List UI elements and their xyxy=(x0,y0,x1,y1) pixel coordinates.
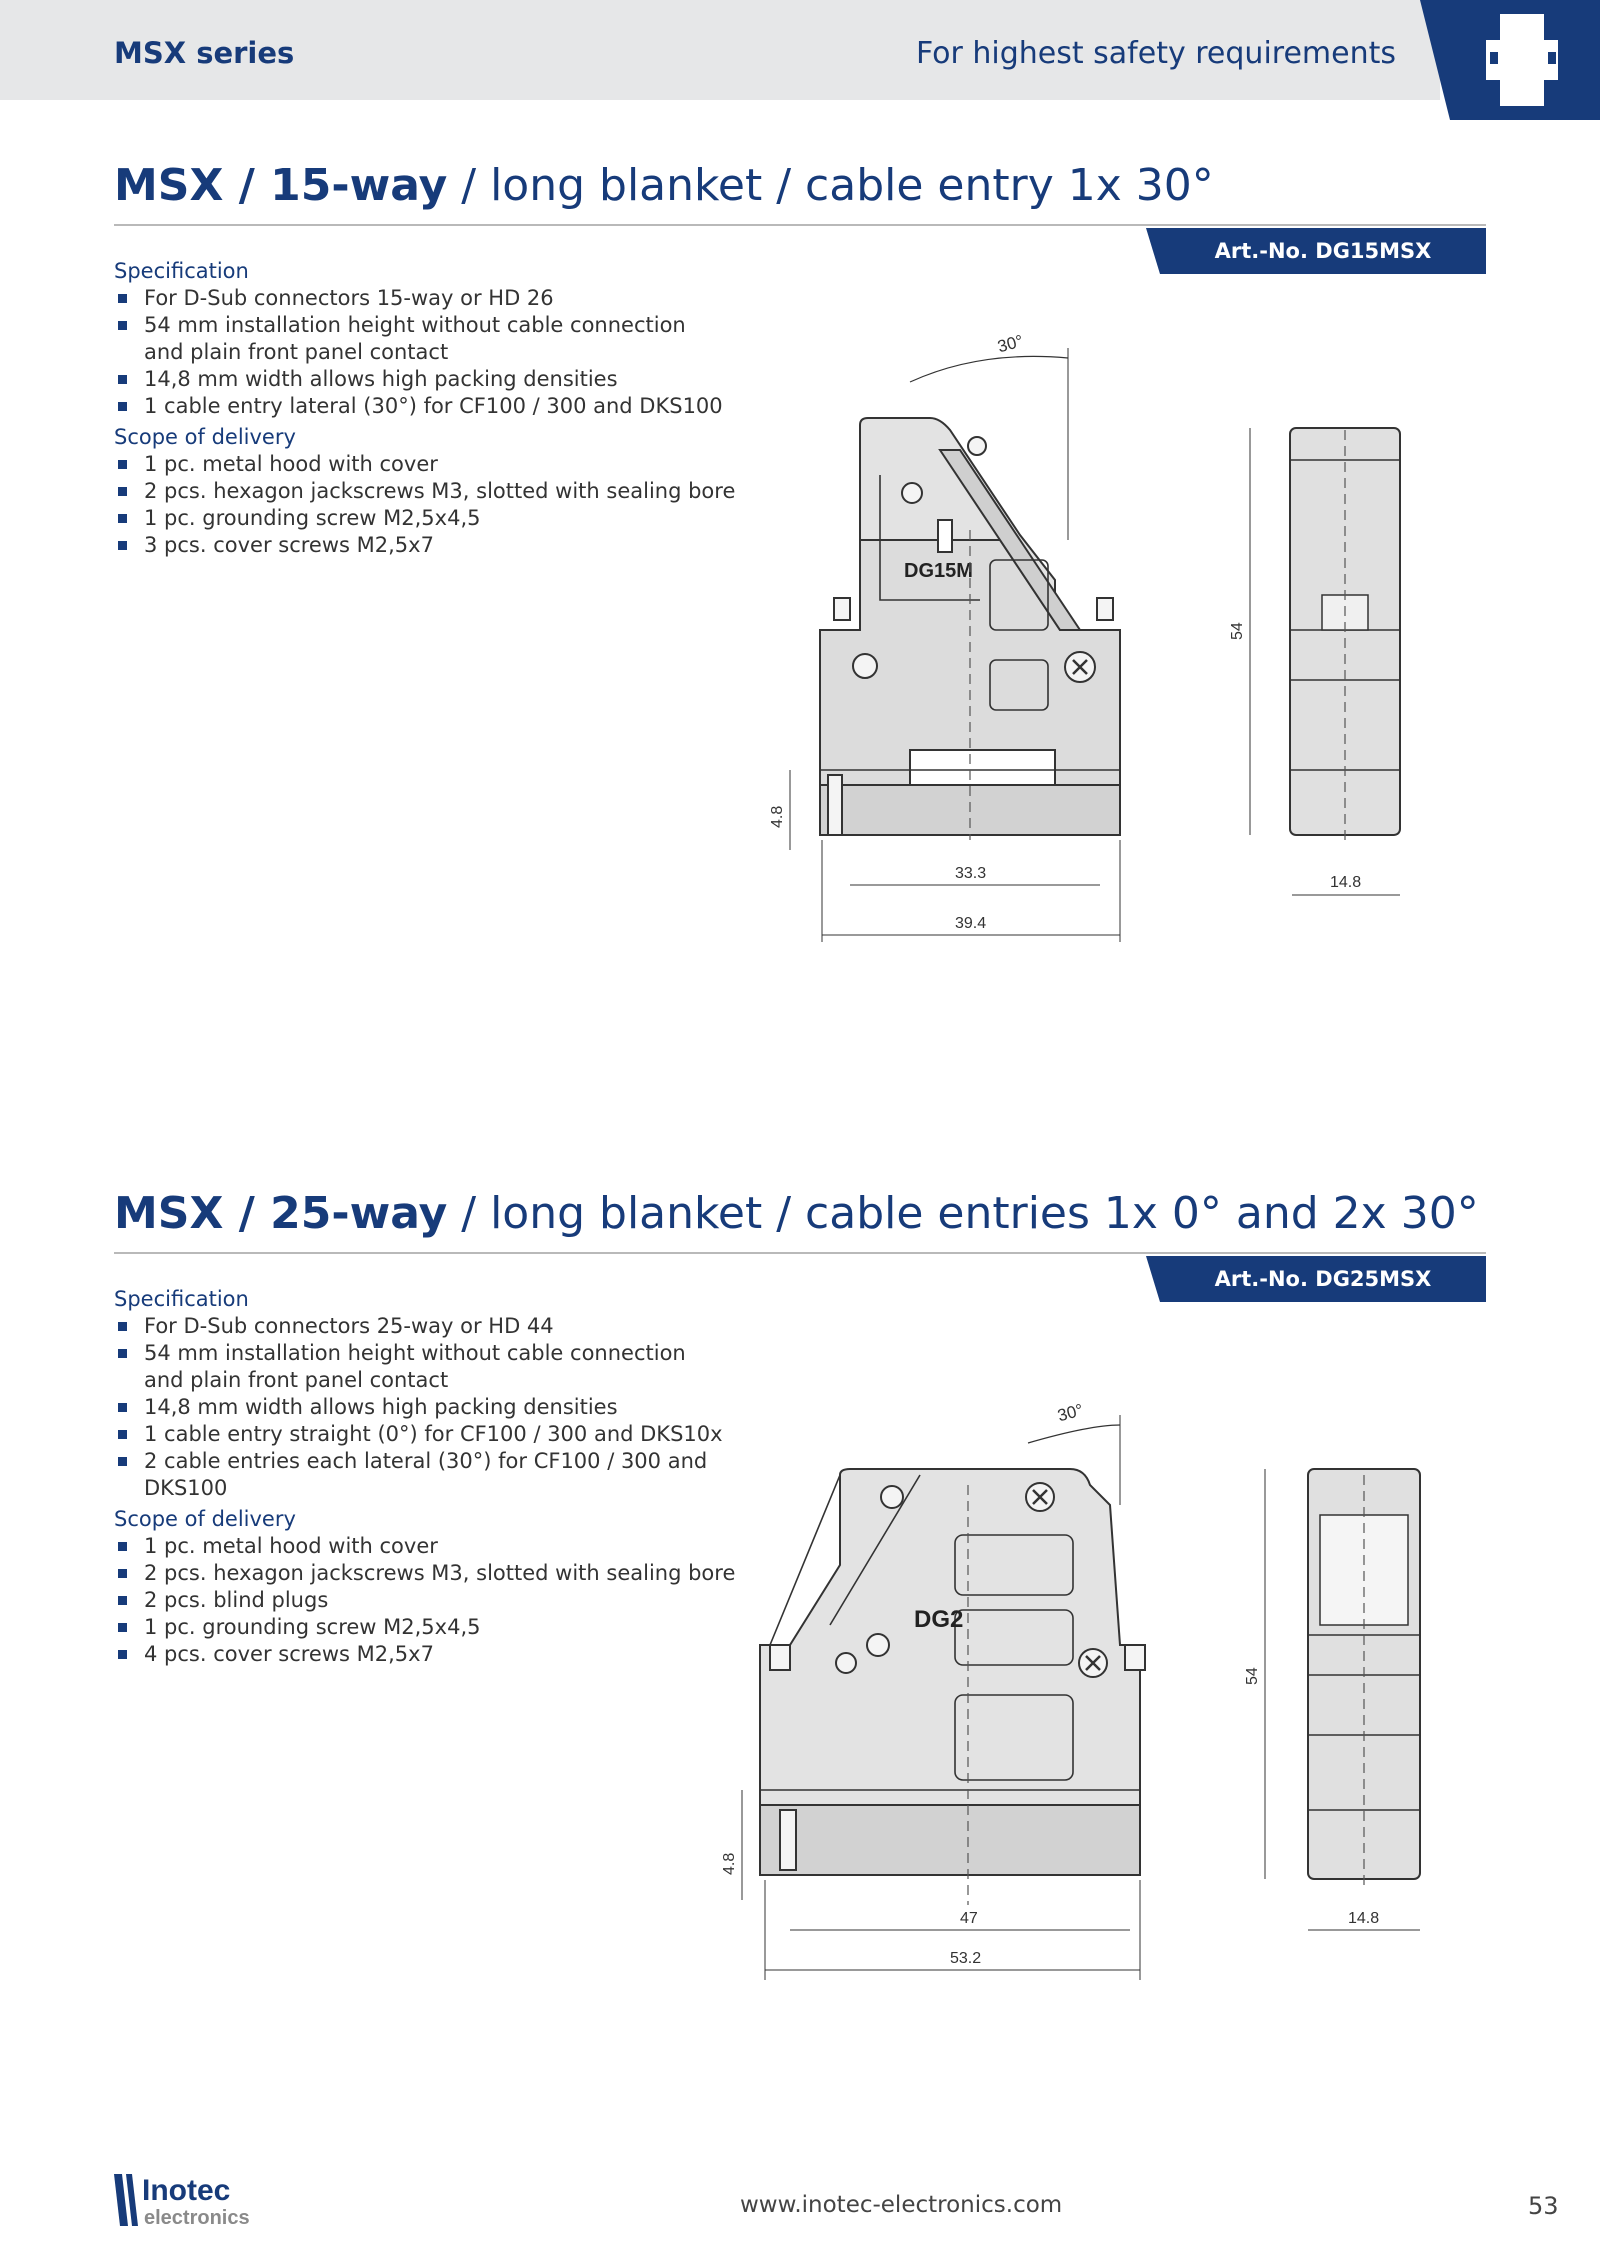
part-label: DG15M xyxy=(904,560,973,582)
list-item: 14,8 mm width allows high packing densities xyxy=(114,366,794,393)
list-item: 54 mm installation height without cable connection xyxy=(114,312,794,339)
inotec-logo xyxy=(114,2170,304,2230)
inner-width-dimension: 33.3 xyxy=(955,865,987,882)
list-item: 2 pcs. blind plugs xyxy=(114,1587,794,1614)
side-width-dimension: 14.8 xyxy=(1348,1910,1380,1927)
list-item: 1 pc. grounding screw M2,5x4,5 xyxy=(114,1614,794,1641)
page-number: 53 xyxy=(1528,2192,1559,2220)
connector-icon xyxy=(1420,0,1600,120)
specification-list xyxy=(114,285,794,420)
technical-drawing-15way xyxy=(760,330,1420,950)
product-title xyxy=(114,160,1214,211)
flange-dimension: 4.8 xyxy=(769,805,786,828)
list-item: 54 mm installation height without cable connection xyxy=(114,1340,794,1367)
list-item: 1 cable entry straight (0°) for CF100 / 300 and DKS10x xyxy=(114,1421,794,1448)
product-title-bold: MSX / 15-way xyxy=(114,160,448,211)
list-item-continuation: and plain front panel contact xyxy=(144,340,449,364)
part-label: DG2 xyxy=(914,1606,964,1633)
series-title: MSX series xyxy=(114,36,295,70)
specification-block xyxy=(114,254,794,559)
scope-list xyxy=(114,451,794,559)
section-divider xyxy=(114,1252,1486,1254)
side-width-dimension: 14.8 xyxy=(1330,874,1362,891)
list-item: 2 cable entries each lateral (30°) for CF100 / 300 and DKS100 xyxy=(114,1448,794,1502)
list-item: 1 pc. grounding screw M2,5x4,5 xyxy=(114,505,794,532)
list-item: 4 pcs. cover screws M2,5x7 xyxy=(114,1641,794,1668)
list-item: For D-Sub connectors 25-way or HD 44 xyxy=(114,1313,794,1340)
specification-block xyxy=(114,1282,794,1668)
specification-heading: Specification xyxy=(114,1287,249,1311)
list-item: 1 cable entry lateral (30°) for CF100 / 300 and DKS100 xyxy=(114,393,794,420)
product-title-light: / long blanket / cable entry 1x 30° xyxy=(447,160,1214,211)
inner-width-dimension: 47 xyxy=(960,1910,978,1927)
art-no-tail xyxy=(1146,1256,1160,1302)
angle-label: 30° xyxy=(995,331,1026,357)
product-title-bold: MSX / 25-way xyxy=(114,1188,448,1239)
scope-heading: Scope of delivery xyxy=(114,425,296,449)
list-item: 2 pcs. hexagon jackscrews M3, slotted with sealing bore xyxy=(114,1560,794,1587)
footer-url[interactable]: www.inotec-electronics.com xyxy=(740,2192,1063,2218)
list-item: 1 pc. metal hood with cover xyxy=(114,1533,794,1560)
product-title xyxy=(114,1188,1479,1239)
specification-list xyxy=(114,1313,794,1502)
outer-width-dimension: 39.4 xyxy=(955,915,987,932)
section-divider xyxy=(114,224,1486,226)
list-item-continuation: and plain front panel contact xyxy=(144,1368,449,1392)
list-item: 2 pcs. hexagon jackscrews M3, slotted with sealing bore xyxy=(114,478,794,505)
scope-heading: Scope of delivery xyxy=(114,1507,296,1531)
product-title-light: / long blanket / cable entries 1x 0° and 2x 30° xyxy=(447,1188,1479,1239)
logo-text-bottom: electronics xyxy=(144,2207,250,2229)
list-item: 1 pc. metal hood with cover xyxy=(114,451,794,478)
list-item: 14,8 mm width allows high packing densities xyxy=(114,1394,794,1421)
angle-label: 30° xyxy=(1055,1400,1086,1426)
list-item: For D-Sub connectors 15-way or HD 26 xyxy=(114,285,794,312)
flange-dimension: 4.8 xyxy=(721,1852,738,1875)
technical-drawing-25way xyxy=(710,1395,1450,1995)
specification-heading: Specification xyxy=(114,259,249,283)
outer-width-dimension: 53.2 xyxy=(950,1950,982,1967)
header-tagline: For highest safety requirements xyxy=(915,36,1396,71)
height-dimension: 54 xyxy=(1244,1667,1261,1685)
art-no-badge: Art.-No. DG15MSX xyxy=(1160,228,1486,274)
logo-text-top: Inotec xyxy=(142,2174,231,2207)
art-no-tail xyxy=(1146,228,1160,274)
height-dimension: 54 xyxy=(1229,622,1246,640)
list-item: 3 pcs. cover screws M2,5x7 xyxy=(114,532,794,559)
scope-list xyxy=(114,1533,794,1668)
art-no-badge: Art.-No. DG25MSX xyxy=(1160,1256,1486,1302)
